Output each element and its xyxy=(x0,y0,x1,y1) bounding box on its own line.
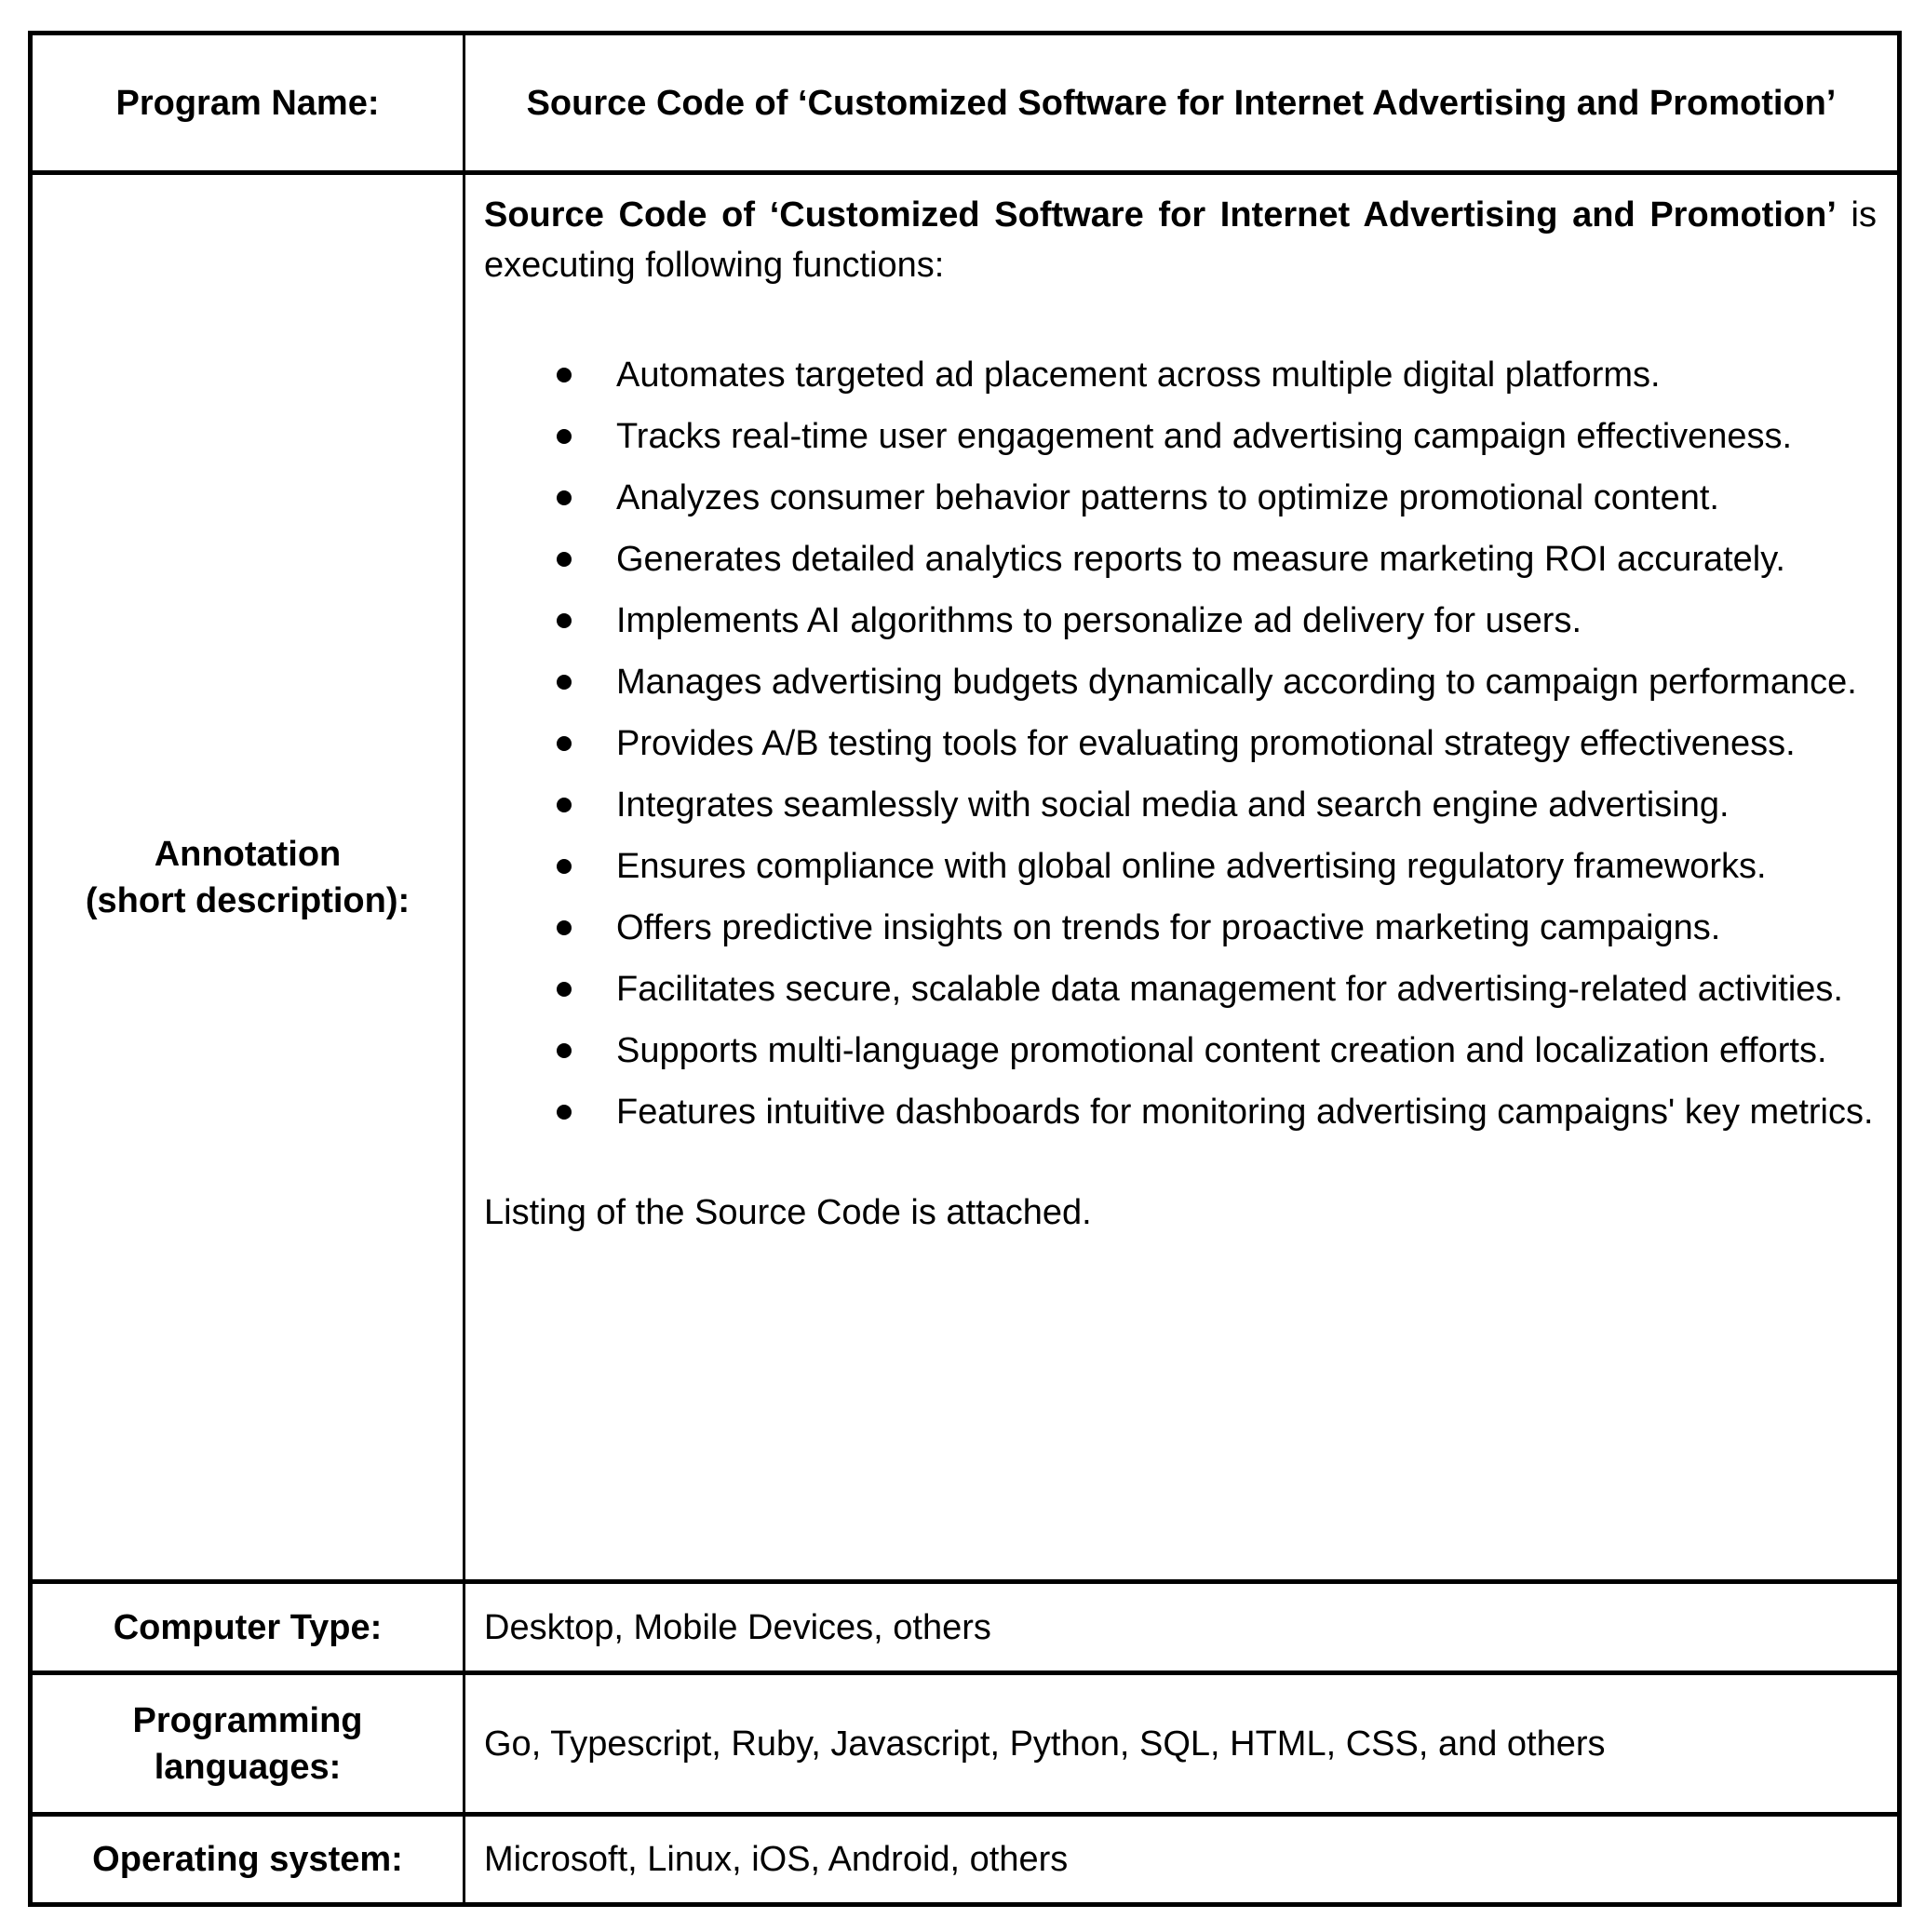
function-list-item: Analyzes consumer behavior patterns to optimize promotional content. xyxy=(484,473,1877,523)
programming-languages-label-line-1: Programming xyxy=(132,1700,363,1740)
row-programming-languages xyxy=(31,1673,1900,1815)
annotation-intro-rest: is executing following functions: xyxy=(484,195,1877,285)
program-info-table xyxy=(28,31,1902,1907)
function-list-item: Integrates seamlessly with social media and search engine advertising. xyxy=(484,780,1877,830)
function-list-item: Generates detailed analytics reports to measure marketing ROI accurately. xyxy=(484,534,1877,584)
program-name-label: Program Name: xyxy=(115,83,380,123)
computer-type-label: Computer Type: xyxy=(113,1607,383,1647)
function-list-item: Tracks real-time user engagement and advertising campaign effectiveness. xyxy=(484,411,1877,462)
row-program-name xyxy=(31,34,1900,173)
programming-languages-value: Go, Typescript, Ruby, Javascript, Python, SQL, HTML, CSS, and others xyxy=(484,1724,1606,1764)
annotation-intro xyxy=(484,190,1877,290)
annotation-label-line-1: Annotation xyxy=(154,834,342,874)
programming-languages-label-cell xyxy=(31,1673,464,1815)
computer-type-value-cell xyxy=(464,1582,1900,1673)
annotation-closing: Listing of the Source Code is attached. xyxy=(484,1193,1092,1232)
row-annotation xyxy=(31,173,1900,1582)
program-name-value-cell xyxy=(464,34,1900,173)
operating-system-value: Microsoft, Linux, iOS, Android, others xyxy=(484,1840,1069,1879)
function-list-item: Supports multi-language promotional content creation and localization efforts. xyxy=(484,1026,1877,1076)
function-list-item: Provides A/B testing tools for evaluating promotional strategy effectiveness. xyxy=(484,718,1877,769)
row-operating-system xyxy=(31,1815,1900,1905)
functions-list xyxy=(484,350,1877,1137)
function-list-item: Manages advertising budgets dynamically according to campaign performance. xyxy=(484,657,1877,707)
row-computer-type xyxy=(31,1582,1900,1673)
annotation-label-line-2: (short description): xyxy=(85,880,411,920)
computer-type-value: Desktop, Mobile Devices, others xyxy=(484,1607,991,1647)
program-name-label-cell xyxy=(31,34,464,173)
function-list-item: Offers predictive insights on trends for proactive marketing campaigns. xyxy=(484,903,1877,953)
programming-languages-label-line-2: languages: xyxy=(154,1747,342,1787)
annotation-value-cell xyxy=(464,173,1900,1582)
function-list-item: Ensures compliance with global online advertising regulatory frameworks. xyxy=(484,841,1877,892)
function-list-item: Facilitates secure, scalable data management for advertising-related activities. xyxy=(484,964,1877,1014)
function-list-item: Automates targeted ad placement across multiple digital platforms. xyxy=(484,350,1877,400)
function-list-item: Implements AI algorithms to personalize ad delivery for users. xyxy=(484,596,1877,646)
program-name-value: Source Code of ‘Customized Software for Internet Advertising and Promotion’ xyxy=(526,83,1837,123)
annotation-label-cell xyxy=(31,173,464,1582)
computer-type-label-cell xyxy=(31,1582,464,1673)
operating-system-value-cell xyxy=(464,1815,1900,1905)
programming-languages-value-cell xyxy=(464,1673,1900,1815)
operating-system-label-cell xyxy=(31,1815,464,1905)
function-list-item: Features intuitive dashboards for monitoring advertising campaigns' key metrics. xyxy=(484,1087,1877,1137)
operating-system-label: Operating system: xyxy=(92,1840,403,1879)
annotation-intro-bold: Source Code of ‘Customized Software for Internet Advertising and Promotion’ xyxy=(484,195,1837,235)
